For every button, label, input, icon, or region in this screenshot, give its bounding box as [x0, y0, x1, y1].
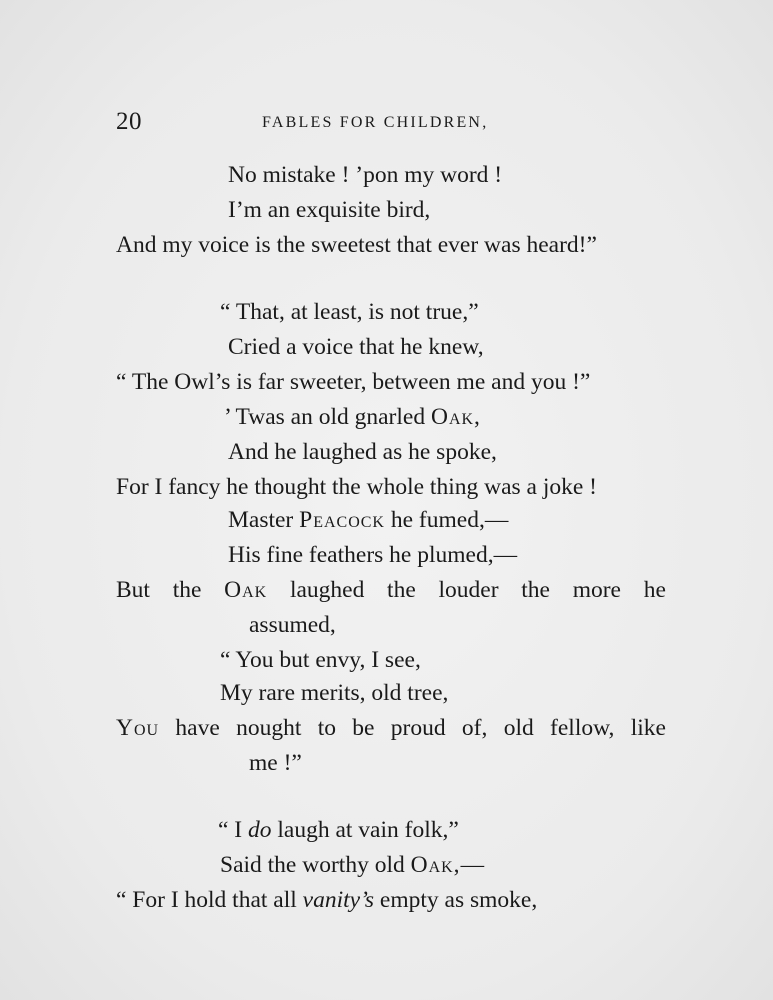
verse-word: have [175, 715, 220, 741]
verse-line [116, 883, 537, 917]
verse-text: Said the worthy old [220, 852, 411, 878]
verse-word: old [503, 715, 534, 741]
verse-text: “ For I hold that all [116, 887, 303, 913]
verse-word: laughed [289, 577, 365, 603]
verse-line [228, 503, 508, 537]
emphasis-text: vanity’s [302, 887, 375, 913]
verse-line: And my voice is the sweetest that ever was heard!” [116, 232, 597, 258]
verse-line: me !” [249, 750, 302, 776]
verse-word: the [521, 577, 550, 603]
page-number: 20 [116, 108, 142, 135]
verse-text: empty as smoke, [374, 887, 538, 913]
character-name: Peacock [299, 507, 385, 533]
verse-line: “ The Owl’s is far sweeter, between me and you !” [116, 369, 591, 395]
verse-line [116, 711, 666, 745]
verse-word: of, [461, 715, 488, 741]
verse-line: I’m an exquisite bird, [228, 197, 431, 223]
verse-line: No mistake ! ’pon my word ! [228, 162, 503, 188]
verse-line [224, 400, 481, 434]
verse-line: Cried a voice that he knew, [228, 334, 484, 360]
verse-word: like [630, 715, 666, 741]
verse-word: the [172, 577, 202, 603]
verse-text: laugh at vain folk,” [271, 817, 459, 843]
verse-word: more [572, 577, 621, 603]
verse-line: For I fancy he thought the whole thing was a joke ! [116, 474, 597, 500]
verse-word: fellow, [550, 715, 615, 741]
verse-word: nought [236, 715, 302, 741]
verse-line: “ You but envy, I see, [220, 647, 421, 673]
verse-word: proud [390, 715, 446, 741]
verse-word: be [352, 715, 375, 741]
verse-line [220, 848, 484, 882]
verse-line: assumed, [249, 612, 336, 638]
verse-word: he [643, 577, 666, 603]
verse-word: to [317, 715, 336, 741]
verse-word: the [387, 577, 416, 603]
verse-line [116, 573, 666, 607]
verse-line: My rare merits, old tree, [220, 680, 449, 706]
verse-text: ’ Twas an old gnarled [224, 404, 431, 430]
running-title: FABLES FOR CHILDREN, [262, 114, 489, 131]
verse-text: — [460, 852, 485, 878]
verse-line: And he laughed as he spoke, [228, 439, 497, 465]
character-name: Oak, [410, 852, 461, 878]
verse-line: His fine feathers he plumed,— [228, 542, 518, 568]
character-name: You [116, 715, 160, 741]
emphasis-text: do [248, 817, 272, 843]
verse-line: “ That, at least, is not true,” [220, 299, 479, 325]
character-name: Oak [224, 577, 268, 603]
verse-text: “ I [218, 817, 249, 843]
verse-text: he fumed,— [385, 507, 509, 533]
verse-word: But [116, 577, 150, 603]
verse-text: Master [228, 507, 300, 533]
verse-word: louder [438, 577, 499, 603]
character-name: Oak, [430, 404, 481, 430]
verse-line [218, 813, 459, 847]
